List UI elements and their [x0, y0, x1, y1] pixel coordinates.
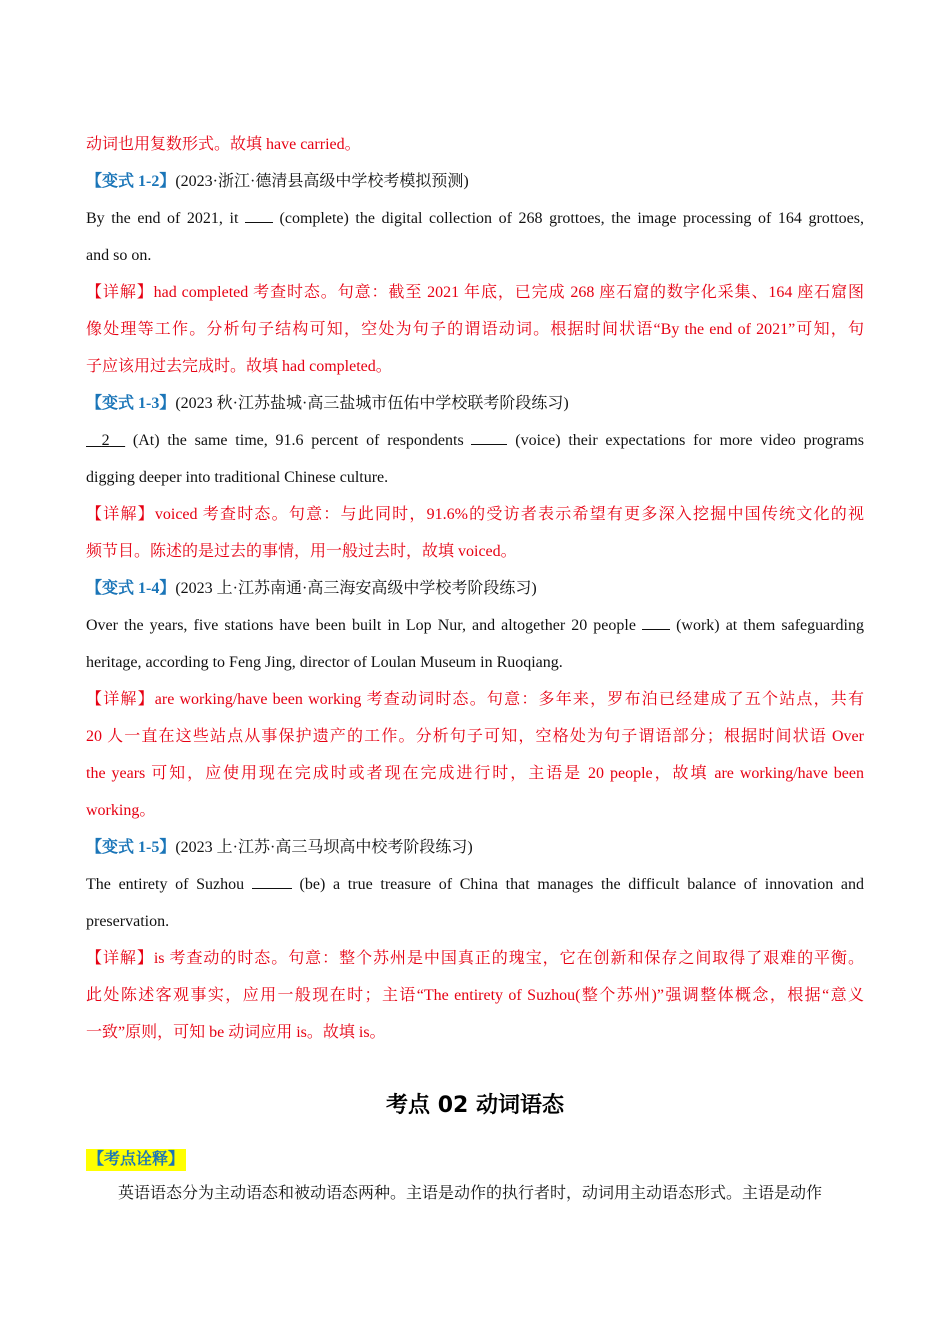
- variant-tag: 【变式 1-2】: [86, 173, 176, 190]
- variant-source: (2023 上·江苏南通·高三海安高级中学校考阶段练习): [175, 580, 537, 597]
- explanation-line: 【详解】voiced 考查时态。句意：与此同时，91.6%的受访者表示希望有更多深入挖掘中国传统文化的视: [86, 506, 864, 523]
- explanation-line: 【详解】had completed 考查时态。句意：截至 2021 年底，已完成 268 座石窟的数字化采集、164 座石窟图: [86, 284, 864, 301]
- question-number: [86, 432, 125, 449]
- variant-header: [86, 385, 864, 422]
- variant-header: [86, 829, 864, 866]
- section-paragraph: 英语语态分为主动语态和被动语态两种。主语是动作的执行者时，动词用主动语态形式。主语是动作: [118, 1185, 823, 1202]
- question-text: Over the years, five stations have been built in Lop Nur, and altogether 20 people: [86, 617, 643, 634]
- explanation-line: 频节目。陈述的是过去的事情，用一般过去时，故填 voiced。: [86, 543, 517, 560]
- explanation-line: working。: [86, 802, 156, 819]
- question-line: [86, 866, 864, 903]
- variant-header: [86, 570, 864, 607]
- explanation-line: 像处理等工作。分析句子结构可知，空处为句子的谓语动词。根据时间状语“By the end of 2021”可知，句: [86, 321, 864, 338]
- question-line: [86, 200, 864, 237]
- question-text: (voice) their expectations for more video programs: [507, 432, 865, 449]
- question-line: [86, 607, 864, 644]
- explanation-line: 20 人一直在这些站点从事保护遗产的工作。分析句子可知，空格处为句子谓语部分；根据时间状语 Over: [86, 728, 864, 745]
- question-text: (At) the same time, 91.6 percent of respondents: [125, 432, 472, 449]
- question-text: (be) a true treasure of China that manages the difficult balance of innovation and: [291, 876, 864, 893]
- answer-continuation: 动词也用复数形式。故填 have carried。: [86, 136, 361, 153]
- question-line: preservation.: [86, 913, 170, 930]
- exercise-content: [86, 126, 864, 1051]
- variant-tag: 【变式 1-5】: [86, 839, 176, 856]
- answer-blank: [245, 208, 273, 223]
- explanation-line: the years 可知，应使用现在完成时或者现在完成进行时，主语是 20 people，故填 are working/have been: [86, 765, 864, 782]
- variant-tag: 【变式 1-3】: [86, 395, 176, 412]
- explanation-line: 【详解】is 考查动的时态。句意：整个苏州是中国真正的瑰宝，它在创新和保存之间取得了艰难的平衡。: [86, 950, 864, 967]
- explanation-line: 子应该用过去完成时。故填 had completed。: [86, 358, 392, 375]
- variant-source: (2023·浙江·德清县高级中学校考模拟预测): [175, 173, 469, 190]
- answer-blank: [471, 430, 507, 445]
- question-text: The entirety of Suzhou: [86, 876, 252, 893]
- variant-header: [86, 163, 864, 200]
- variant-tag: 【变式 1-4】: [86, 580, 176, 597]
- explanation-line: 一致”原则，可知 be 动词应用 is。故填 is。: [86, 1024, 386, 1041]
- variant-source: (2023 秋·江苏盐城·高三盐城市伍佑中学校联考阶段练习): [175, 395, 569, 412]
- question-line: [86, 422, 864, 459]
- answer-number: 2: [101, 432, 110, 449]
- answer-blank: [642, 615, 670, 630]
- variant-source: (2023 上·江苏·高三马坝高中校考阶段练习): [175, 839, 473, 856]
- question-text: By the end of 2021, it: [86, 210, 245, 227]
- section-heading: 考点 02 动词语态: [386, 1093, 564, 1118]
- question-line: and so on.: [86, 247, 152, 264]
- question-text: (complete) the digital collection of 268 grottoes, the image processing of 164 grottoes,: [272, 210, 864, 227]
- explanation-line: 【详解】are working/have been working 考查动词时态。句意：多年来，罗布泊已经建成了五个站点，共有: [86, 691, 864, 708]
- question-text: (work) at them safeguarding: [670, 617, 864, 634]
- answer-blank: [252, 874, 292, 889]
- question-line: heritage, according to Feng Jing, director of Loulan Museum in Ruoqiang.: [86, 654, 563, 671]
- question-line: digging deeper into traditional Chinese culture.: [86, 469, 389, 486]
- section-label: 【考点诠释】: [86, 1149, 186, 1171]
- explanation-line: 此处陈述客观事实，应用一般现在时；主语“The entirety of Suzhou(整个苏州)”强调整体概念，根据“意义: [86, 987, 864, 1004]
